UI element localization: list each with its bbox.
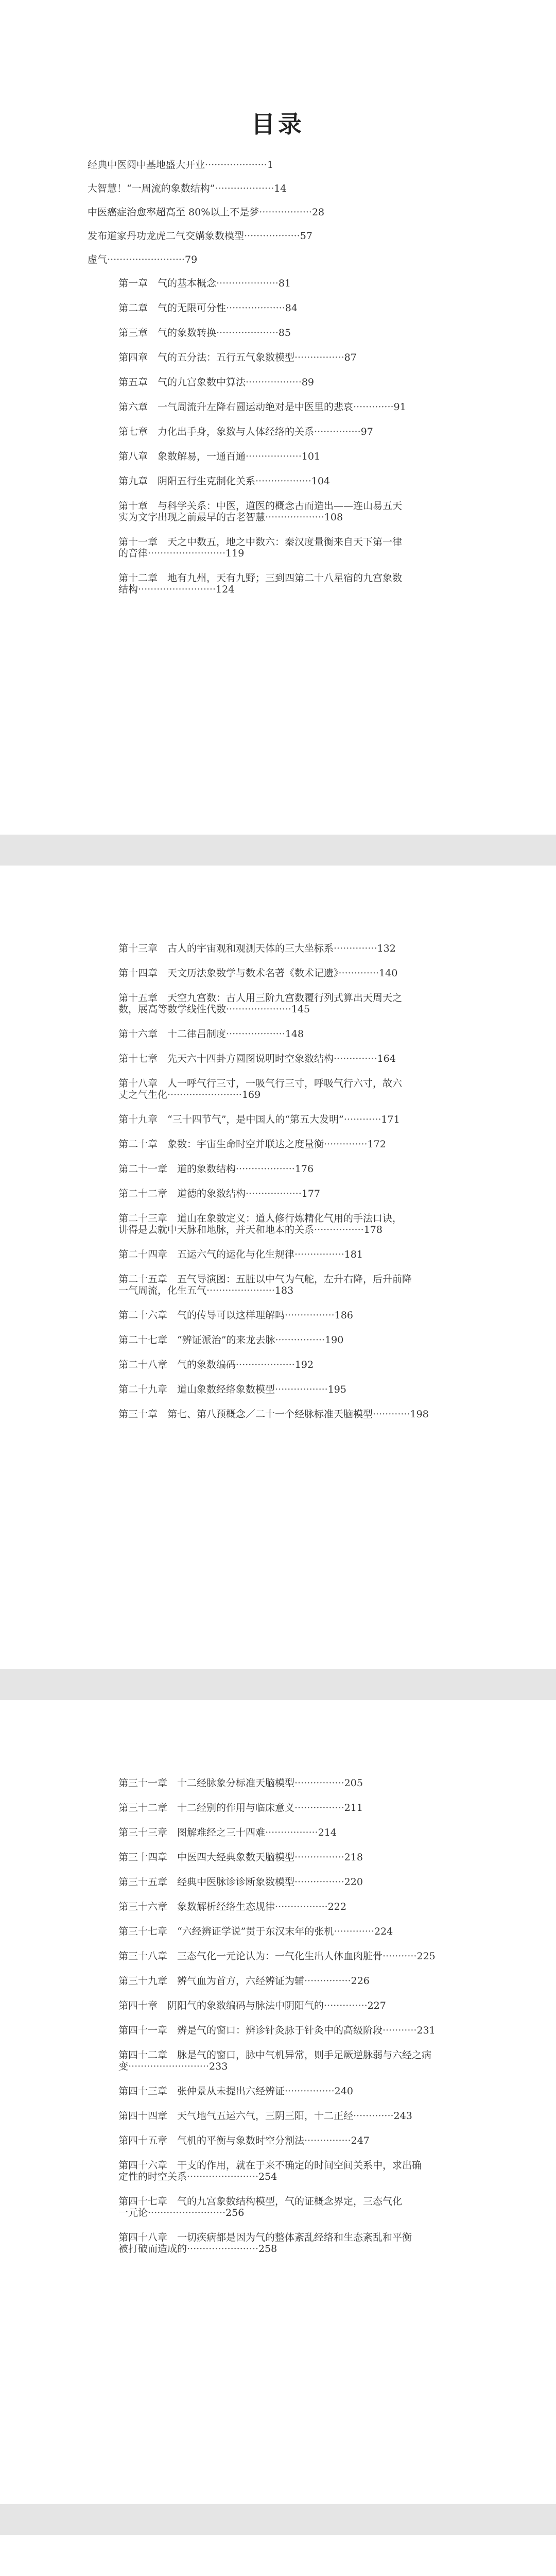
toc-leader-dots: ····················· <box>226 1004 291 1015</box>
toc-entry <box>88 943 458 954</box>
toc-page-number: 81 <box>278 278 291 289</box>
toc-page-number: 186 <box>334 1310 353 1321</box>
toc-entry-title: 第三十二章 十二经别的作用与临床意义 <box>118 1802 295 1814</box>
toc-entry-continuation-text: 结构 <box>118 584 138 595</box>
toc-entry-title: 第四十三章 张仲景从未提出六经辨证 <box>118 2086 285 2097</box>
toc-page-1 <box>0 0 556 835</box>
toc-page-number: 233 <box>209 2061 228 2072</box>
toc-leader-dots: ·············· <box>334 1053 377 1064</box>
toc-entry-title: 第四十四章 天气地气五运六气，三阴三阳，十二正经 <box>118 2110 354 2122</box>
toc-leader-dots: ················ <box>285 1310 335 1321</box>
toc-leader-dots: ···················· <box>216 327 279 338</box>
toc-entry-title: 第三十一章 十二经脉象分标准天脑模型 <box>118 1777 295 1789</box>
toc-entry-continuation <box>118 548 458 559</box>
toc-entry <box>88 1334 458 1346</box>
toc-entry-line <box>118 2086 458 2097</box>
toc-leader-dots: ················ <box>294 1852 344 1863</box>
toc-entry-title: 第二十一章 道的象数结构 <box>118 1163 236 1175</box>
toc-entry-line <box>118 1827 458 1838</box>
toc-entry <box>88 1777 458 1789</box>
toc-entry-title: 第四十五章 气机的平衡与象数时空分割法 <box>118 2135 305 2146</box>
toc-entry <box>88 992 458 1015</box>
toc-entry-line <box>118 1028 458 1040</box>
toc-page-number: 227 <box>367 2000 386 2011</box>
toc-entry-line <box>118 302 458 314</box>
toc-entry-title: 第十五章 天空九宫数：古人用三阶九宫数覆行列式算出天周天之 <box>118 992 403 1004</box>
toc-entry <box>88 1359 458 1370</box>
toc-entry-title: 经典中医阅中基地盛大开业 <box>88 159 205 171</box>
toc-page-number: 176 <box>294 1163 314 1175</box>
toc-page-number: 97 <box>360 426 373 437</box>
toc-entry <box>88 426 458 437</box>
toc-entry-line <box>118 1310 458 1321</box>
toc-entry-line <box>118 426 458 437</box>
toc-page-number: 195 <box>327 1384 346 1395</box>
toc-entry-line <box>118 1926 458 1937</box>
toc-entry <box>88 2049 458 2072</box>
toc-entry-title: 第三十章 第七、第八预概念／二十一个经脉标准天脑模型 <box>118 1409 373 1420</box>
toc-leader-dots: ············ <box>373 1409 410 1420</box>
toc-entry-title: 第三十三章 图解难经之三十四难 <box>118 1827 266 1838</box>
toc-page-number: 169 <box>241 1089 261 1100</box>
toc-entry <box>88 2000 458 2011</box>
toc-leader-dots: ·························· <box>128 2061 210 2072</box>
toc-page-number: 79 <box>185 254 198 265</box>
toc-page-number: 254 <box>258 2171 277 2182</box>
toc-page-number: 28 <box>311 207 325 218</box>
toc-entry <box>88 278 458 289</box>
toc-entry-line <box>118 2135 458 2146</box>
toc-entry-title: 第十四章 天文历法象数学与数术名著《数术记遗》 <box>118 968 339 979</box>
toc-page-number: 148 <box>285 1028 304 1040</box>
toc-entry-line <box>118 2025 458 2036</box>
toc-entry-line <box>118 1163 458 1175</box>
toc-entry <box>88 1028 458 1040</box>
toc-entry-title: 第十一章 天之中数五，地之中数六：秦汉度量衡来自天下第一律 <box>118 536 403 548</box>
toc-entry <box>88 1951 458 1962</box>
toc-page-number: 119 <box>225 548 245 559</box>
toc-entry-continuation <box>118 1004 458 1015</box>
toc-entry-line <box>118 1114 458 1125</box>
toc-page-number: 198 <box>410 1409 429 1420</box>
toc-page-number: 220 <box>344 1876 363 1888</box>
toc-entry <box>88 968 458 979</box>
toc-page-number: 177 <box>301 1188 320 1199</box>
page-separator <box>0 2504 556 2535</box>
toc-entry-title: 第二十章 象数：宇宙生命时空并联达之度量衡 <box>118 1139 324 1150</box>
toc-entry-title: 第二十六章 气的传导可以这样理解吗 <box>118 1310 285 1321</box>
toc-entry-continuation <box>118 1224 458 1235</box>
toc-page-number: 214 <box>318 1827 337 1838</box>
toc-leader-dots: ···················· <box>216 278 279 289</box>
toc-entry-title: 第三十八章 三态气化一元论认为：一气化生出人体血肉脏骨 <box>118 1951 383 1962</box>
toc-entry-title: 中医癌症治愈率超高至 80%以上不是梦 <box>88 207 259 218</box>
toc-entry <box>88 2135 458 2146</box>
toc-leader-dots: ················ <box>294 1802 344 1814</box>
toc-entry <box>88 1901 458 1912</box>
toc-list <box>0 159 556 595</box>
toc-page-number: 192 <box>294 1359 314 1370</box>
toc-entry-title: 第八章 象数解易，一通百通 <box>118 451 246 462</box>
toc-leader-dots: ·················· <box>244 230 300 242</box>
toc-leader-dots: ············· <box>338 968 379 979</box>
toc-entry-title: 第二十四章 五运六气的运化与化生规律 <box>118 1249 295 1260</box>
toc-entry <box>88 1310 458 1321</box>
toc-page-number: 104 <box>311 476 330 487</box>
toc-leader-dots: ··················· <box>236 1359 295 1370</box>
toc-entry-line <box>88 254 458 265</box>
page-title: 目录 <box>251 110 305 138</box>
toc-entry-line <box>118 1139 458 1150</box>
toc-entry-title: 第五章 气的九宫象数中算法 <box>118 377 246 388</box>
toc-entry-line <box>118 1334 458 1346</box>
toc-leader-dots: ·············· <box>324 1139 368 1150</box>
toc-entry-title: 第四十二章 脉是气的窗口，脉中气机异常，则手足厥逆脉弱与六经之病 <box>118 2049 432 2061</box>
toc-page-number: 108 <box>324 512 343 523</box>
toc-leader-dots: ················· <box>265 1827 318 1838</box>
toc-leader-dots: ············· <box>353 401 394 413</box>
toc-entry-continuation-text: 实为文字出现之前最早的古老智慧 <box>118 512 266 523</box>
toc-page-number: 1 <box>267 159 273 171</box>
toc-entry-line <box>118 1975 458 1987</box>
toc-entry-line <box>118 352 458 363</box>
toc-entry-title: 第十二章 地有九州，天有九野；三到四第二十八星宿的九宫象数 <box>118 572 403 584</box>
toc-leader-dots: ···················· <box>205 159 267 171</box>
toc-page-number: 222 <box>327 1901 346 1912</box>
toc-entry-continuation <box>118 2207 458 2218</box>
toc-leader-dots: ··················· <box>265 512 324 523</box>
toc-leader-dots: ················ <box>314 1224 364 1235</box>
toc-entry-title: 第十七章 先天六十四卦方圆图说明时空象数结构 <box>118 1053 334 1064</box>
toc-leader-dots: ············· <box>334 1926 374 1937</box>
toc-page-number: 171 <box>381 1114 400 1125</box>
toc-entry <box>88 1139 458 1150</box>
toc-leader-dots: ··········· <box>383 1951 417 1962</box>
toc-entry <box>88 401 458 413</box>
toc-entry-title: 第三十六章 象数解析经络生态规律 <box>118 1901 275 1912</box>
toc-entry-line <box>118 451 458 462</box>
toc-entry <box>88 1852 458 1863</box>
toc-page-number: 91 <box>393 401 406 413</box>
toc-entry-title: 第四十八章 一切疾病都是因为气的整体紊乱经络和生态紊乱和平衡 <box>118 2232 412 2243</box>
toc-leader-dots: ················ <box>294 1249 344 1260</box>
toc-entry-continuation <box>118 2061 458 2072</box>
toc-entry-line <box>118 1359 458 1370</box>
toc-entry <box>88 1926 458 1937</box>
toc-leader-dots: ············· <box>353 2110 394 2122</box>
toc-leader-dots: ··········· <box>383 2025 417 2036</box>
toc-leader-dots: ·················· <box>246 451 302 462</box>
toc-page-number: 258 <box>258 2243 277 2255</box>
toc-entry-continuation-text: 丈之气生化 <box>118 1089 168 1100</box>
toc-entry <box>88 302 458 314</box>
toc-entry <box>88 1876 458 1888</box>
toc-entry <box>88 1163 458 1175</box>
toc-entry-line <box>88 207 458 218</box>
toc-entry-title: 第四十七章 气的九宫象数结构模型，气的证概念界定，三态气化 <box>118 2196 403 2207</box>
toc-page-number: 224 <box>374 1926 393 1937</box>
toc-entry-line <box>118 2000 458 2011</box>
toc-leader-dots: ·············· <box>324 2000 368 2011</box>
toc-page-number: 240 <box>334 2086 353 2097</box>
toc-entry <box>88 377 458 388</box>
toc-entry-continuation-text: 一元论 <box>118 2207 148 2218</box>
toc-entry-title: 第十九章 “三十四节气”，是中国人的“第五大发明” <box>118 1114 344 1125</box>
toc-leader-dots: ························ <box>167 1089 242 1100</box>
toc-entry-title: 第六章 一气周流升左降右圆运动绝对是中医里的悲哀 <box>118 401 354 413</box>
toc-entry-line <box>118 1951 458 1962</box>
toc-entry <box>88 1188 458 1199</box>
toc-page-number: 124 <box>216 584 235 595</box>
toc-entry-title: 第七章 力化出手身，象数与人体经络的关系 <box>118 426 315 437</box>
toc-entry-title: 第三十四章 中医四大经典象数天脑模型 <box>118 1852 295 1863</box>
toc-page-number: 101 <box>301 451 320 462</box>
toc-entry <box>88 1802 458 1814</box>
toc-entry-title: 第十六章 十二律吕制度 <box>118 1028 227 1040</box>
toc-entry <box>88 1384 458 1395</box>
toc-entry-title: 第二十九章 道山象数经络象数模型 <box>118 1384 275 1395</box>
toc-page-number: 164 <box>377 1053 396 1064</box>
toc-entry-title: 第十三章 古人的宇宙观和观测天体的三大坐标系 <box>118 943 334 954</box>
toc-entry-line <box>118 968 458 979</box>
toc-page-number: 218 <box>344 1852 363 1863</box>
toc-page-number: 190 <box>325 1334 344 1346</box>
toc-entry-title: 第四十章 阴阳气的象数编码与脉法中阴阳气的 <box>118 2000 324 2011</box>
toc-leader-dots: ··················· <box>226 1028 285 1040</box>
toc-leader-dots: ················ <box>294 352 344 363</box>
toc-entry <box>88 1114 458 1125</box>
toc-page-number: 85 <box>278 327 291 338</box>
toc-entry-line <box>118 278 458 289</box>
toc-list <box>0 943 556 1420</box>
toc-entry-continuation <box>118 512 458 523</box>
toc-leader-dots: ················ <box>294 1777 344 1789</box>
toc-entry <box>88 2160 458 2182</box>
toc-entry <box>88 536 458 559</box>
toc-leader-dots: ······················· <box>187 2243 258 2255</box>
toc-leader-dots: ·················· <box>246 377 302 388</box>
toc-page-number: 178 <box>363 1224 383 1235</box>
page-separator <box>0 1669 556 1700</box>
toc-entry-line <box>118 1249 458 1260</box>
toc-entry-line <box>118 1384 458 1395</box>
toc-entry <box>88 500 458 523</box>
toc-entry-line <box>118 476 458 487</box>
toc-leader-dots: ······················· <box>187 2171 258 2182</box>
toc-entry-title: 第二十八章 气的象数编码 <box>118 1359 236 1370</box>
toc-entry <box>88 230 458 242</box>
toc-entry-title: 虚气 <box>88 254 108 265</box>
toc-leader-dots: ·················· <box>246 1188 302 1199</box>
toc-entry-continuation-text: 变 <box>118 2061 129 2072</box>
toc-entry-continuation-text: 数，展高等数学线性代数 <box>118 1004 227 1015</box>
toc-entry-title: 第四十一章 辨是气的窗口：辨诊针灸脉于针灸中的高级阶段 <box>118 2025 383 2036</box>
toc-page-number: 231 <box>416 2025 436 2036</box>
toc-entry-line <box>118 1852 458 1863</box>
toc-entry <box>88 1827 458 1838</box>
toc-entry <box>88 1213 458 1235</box>
page-separator <box>0 835 556 866</box>
toc-leader-dots: ······················ <box>206 1285 275 1296</box>
toc-entry <box>88 183 458 194</box>
toc-page-number: 140 <box>379 968 398 979</box>
toc-entry-title: 第十八章 人一呼气行三寸，一吸气行三寸，呼吸气行六寸，故六 <box>118 1078 403 1089</box>
toc-page-number: 84 <box>285 302 298 314</box>
toc-page-number: 226 <box>351 1975 370 1987</box>
toc-entry-title: 第三十九章 辨气血为首方，六经辨证为辅 <box>118 1975 305 1987</box>
toc-page-number: 14 <box>274 183 287 194</box>
toc-entry-title: 第三十五章 经典中医脉诊诊断象数模型 <box>118 1876 295 1888</box>
toc-page-number: 145 <box>291 1004 310 1015</box>
toc-leader-dots: ················· <box>259 207 312 218</box>
toc-entry-title: 第四章 气的五分法：五行五气象数模型 <box>118 352 295 363</box>
toc-leader-dots: ··············· <box>314 426 361 437</box>
toc-entry-title: 发布道家丹功龙虎二气交媾象数模型 <box>88 230 245 242</box>
toc-entry-continuation <box>118 1285 458 1296</box>
toc-entry <box>88 1274 458 1296</box>
toc-page-number: 205 <box>344 1777 363 1789</box>
toc-entry-title: 第九章 阴阳五行生克制化关系 <box>118 476 256 487</box>
toc-entry-line <box>118 1188 458 1199</box>
toc-entry-continuation <box>118 2171 458 2182</box>
toc-leader-dots: ··············· <box>304 2135 351 2146</box>
toc-entry-title: 第四十六章 干支的作用，就在于来不确定的时间空间关系中，求出确 <box>118 2160 422 2171</box>
toc-entry-title: 第二十二章 道德的象数结构 <box>118 1188 246 1199</box>
toc-entry <box>88 352 458 363</box>
toc-leader-dots: ············ <box>343 1114 381 1125</box>
toc-entry-continuation-text: 被打破而造成的 <box>118 2243 187 2255</box>
toc-entry-line <box>118 1802 458 1814</box>
toc-page-number: 87 <box>344 352 357 363</box>
toc-entry <box>88 1078 458 1100</box>
toc-entry-title: 第一章 气的基本概念 <box>118 278 217 289</box>
toc-entry <box>88 476 458 487</box>
toc-entry-title: 第二章 气的无限可分性 <box>118 302 227 314</box>
toc-page-number: 183 <box>274 1285 294 1296</box>
toc-leader-dots: ················ <box>285 2086 335 2097</box>
toc-entry-line <box>88 183 458 194</box>
toc-entry <box>88 2232 458 2255</box>
toc-leader-dots: ························· <box>138 584 216 595</box>
toc-entry <box>88 207 458 218</box>
toc-entry <box>88 1249 458 1260</box>
toc-entry <box>88 451 458 462</box>
toc-page-number: 243 <box>393 2110 412 2122</box>
toc-entry-line <box>118 1901 458 1912</box>
toc-entry-continuation-text: 的音律 <box>118 548 148 559</box>
toc-page-number: 181 <box>344 1249 363 1260</box>
toc-entry <box>88 2025 458 2036</box>
toc-leader-dots: ·············· <box>334 943 377 954</box>
toc-page-4 <box>0 2535 556 2576</box>
toc-entry-continuation-text: 定性的时空关系 <box>118 2171 187 2182</box>
toc-entry-line <box>88 230 458 242</box>
toc-entry <box>88 327 458 338</box>
toc-page-number: 57 <box>300 230 312 242</box>
toc-page-number: 247 <box>351 2135 370 2146</box>
toc-entry <box>88 1975 458 1987</box>
toc-entry-line <box>118 2110 458 2122</box>
toc-entry-line <box>118 401 458 413</box>
toc-entry <box>88 2086 458 2097</box>
toc-leader-dots: ··············· <box>304 1975 351 1987</box>
toc-entry-line <box>118 1777 458 1789</box>
toc-entry-title: 第二十三章 道山在象数定义：道人修行炼精化气用的手法口诀， <box>118 1213 403 1224</box>
toc-entry <box>88 2196 458 2218</box>
toc-entry-title: 第十章 与科学关系：中医，道医的概念古而造出——连山易五天 <box>118 500 403 512</box>
toc-entry-title: 第三章 气的象数转换 <box>118 327 217 338</box>
toc-page-number: 172 <box>367 1139 386 1150</box>
toc-entry-title: 第二十七章 “辨证派治”的来龙去脉 <box>118 1334 275 1346</box>
toc-page-number: 211 <box>344 1802 363 1814</box>
toc-leader-dots: ················· <box>275 1384 328 1395</box>
toc-leader-dots: ················ <box>275 1334 325 1346</box>
toc-list <box>0 1777 556 2255</box>
toc-leader-dots: ························· <box>148 548 226 559</box>
toc-page-number: 256 <box>225 2207 245 2218</box>
toc-leader-dots: ················ <box>294 1876 344 1888</box>
toc-entry <box>88 159 458 171</box>
toc-entry-continuation-text: 讲得是去就中天脉和地脉，并天和地本的关系 <box>118 1224 315 1235</box>
toc-entry-line <box>118 1053 458 1064</box>
toc-entry-line <box>118 327 458 338</box>
toc-page-3 <box>0 1700 556 2504</box>
toc-entry-continuation <box>118 2243 458 2255</box>
toc-page-number: 132 <box>377 943 396 954</box>
toc-page-number: 225 <box>416 1951 436 1962</box>
toc-leader-dots: ··················· <box>226 302 285 314</box>
toc-leader-dots: ························· <box>148 2207 226 2218</box>
toc-leader-dots: ··················· <box>215 183 274 194</box>
toc-entry-line <box>88 159 458 171</box>
toc-entry-line <box>118 943 458 954</box>
toc-leader-dots: ··················· <box>236 1163 295 1175</box>
toc-entry-continuation <box>118 584 458 595</box>
toc-leader-dots: ················· <box>275 1901 328 1912</box>
toc-page-number: 89 <box>301 377 314 388</box>
toc-entry <box>88 1053 458 1064</box>
toc-entry-line <box>118 1876 458 1888</box>
toc-leader-dots: ·················· <box>255 476 311 487</box>
toc-entry-line <box>118 377 458 388</box>
toc-entry-title: 第三十七章 “六经辨证学说”贯于东汉末年的张机 <box>118 1926 334 1937</box>
toc-leader-dots: ························· <box>107 254 185 265</box>
toc-entry-title: 第二十五章 五气导演图：五脏以中气为气舵，左升右降，后升前降 <box>118 1274 412 1285</box>
toc-entry <box>88 572 458 595</box>
toc-entry-title: 大智慧！“一周流的象数结构” <box>88 183 215 194</box>
toc-entry <box>88 2110 458 2122</box>
toc-entry-continuation <box>118 1089 458 1100</box>
toc-entry <box>88 254 458 265</box>
toc-entry-continuation-text: 一气周流，化生五气 <box>118 1285 207 1296</box>
toc-page-2 <box>0 866 556 1669</box>
toc-entry-line <box>118 1409 458 1420</box>
toc-entry <box>88 1409 458 1420</box>
